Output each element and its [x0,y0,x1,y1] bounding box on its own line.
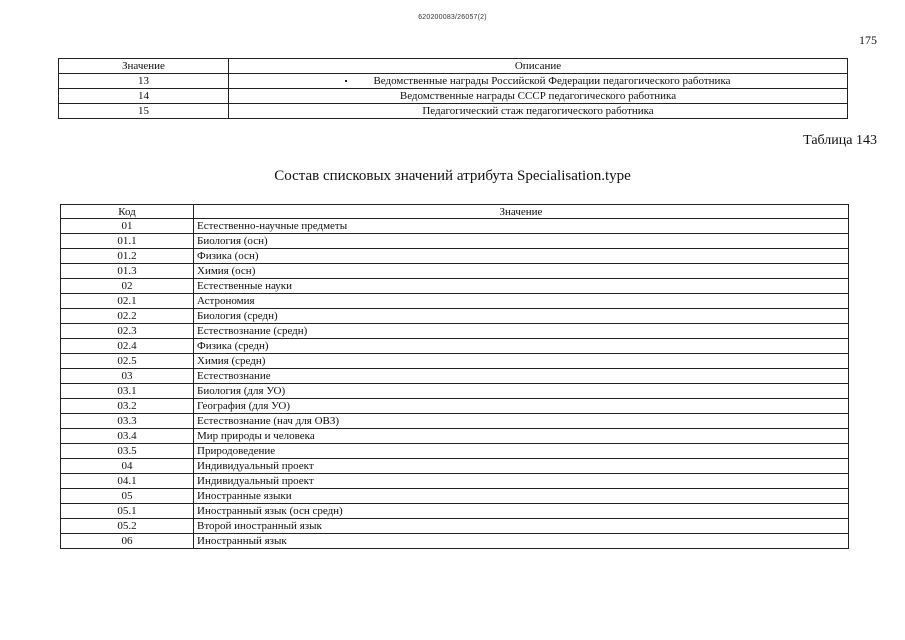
row-value: Биология (для УО) [194,384,849,399]
table-row [61,504,849,519]
row-code: 15 [59,104,229,119]
awards-table [58,58,848,119]
row-code: 03.4 [61,429,194,444]
row-value: Физика (средн) [194,339,849,354]
row-value: Естествознание [194,369,849,384]
table-row [61,249,849,264]
specialisation-table-body [61,219,849,549]
row-value: Естествознание (нач для ОВЗ) [194,414,849,429]
row-code: 02.4 [61,339,194,354]
row-code: 01.1 [61,234,194,249]
row-code: 13 [59,74,229,89]
row-value: Естественно-научные предметы [194,219,849,234]
row-value: Индивидуальный проект [194,459,849,474]
row-value: Биология (осн) [194,234,849,249]
row-value: Биология (средн) [194,309,849,324]
table-header-row [59,59,848,74]
row-value: Индивидуальный проект [194,474,849,489]
table-row [61,534,849,549]
stray-dot-mark [345,80,347,82]
table-row [61,474,849,489]
table-row [61,219,849,234]
table-row [61,309,849,324]
table-row [61,459,849,474]
row-code: 01 [61,219,194,234]
table-row [61,429,849,444]
row-code: 05.1 [61,504,194,519]
column-header-value: Значение [59,59,229,74]
row-value: Химия (осн) [194,264,849,279]
table-row [61,369,849,384]
row-code: 03.2 [61,399,194,414]
table-row [61,444,849,459]
row-code: 03.1 [61,384,194,399]
column-header-description: Описание [229,59,848,74]
row-code: 01.3 [61,264,194,279]
row-value: Второй иностранный язык [194,519,849,534]
row-value: География (для УО) [194,399,849,414]
document-id: 620200083/26057(2) [418,14,487,21]
row-value: Иностранный язык [194,534,849,549]
table-row [61,399,849,414]
row-value: Природоведение [194,444,849,459]
table-row [61,264,849,279]
row-value: Астрономия [194,294,849,309]
row-value: Иностранный язык (осн средн) [194,504,849,519]
table-row [61,294,849,309]
row-code: 02.1 [61,294,194,309]
table-row [59,74,848,89]
row-code: 04.1 [61,474,194,489]
row-description: Ведомственные награды СССР педагогического работника [229,89,848,104]
table-row [61,339,849,354]
row-code: 02.5 [61,354,194,369]
table-row [59,104,848,119]
column-header-value: Значение [194,205,849,219]
page-number: 175 [859,33,877,47]
table-row [61,519,849,534]
table-row [61,489,849,504]
row-code: 03.3 [61,414,194,429]
row-description-text: Ведомственные награды Российской Федерации педагогического работника [373,74,731,87]
row-description [229,74,848,89]
table-row [61,234,849,249]
table-row [61,414,849,429]
row-value: Иностранные языки [194,489,849,504]
row-code: 05.2 [61,519,194,534]
row-code: 02.3 [61,324,194,339]
row-code: 04 [61,459,194,474]
row-code: 02.2 [61,309,194,324]
row-code: 06 [61,534,194,549]
table-row [59,89,848,104]
row-code: 14 [59,89,229,104]
table-row [61,354,849,369]
specialisation-table [60,204,849,549]
table-row [61,279,849,294]
row-code: 02 [61,279,194,294]
row-value: Физика (осн) [194,249,849,264]
column-header-code: Код [61,205,194,219]
row-value: Мир природы и человека [194,429,849,444]
row-value: Химия (средн) [194,354,849,369]
table-number: Таблица 143 [803,133,877,148]
row-code: 05 [61,489,194,504]
row-description: Педагогический стаж педагогического работника [229,104,848,119]
table-header-row [61,205,849,219]
row-value: Естествознание (средн) [194,324,849,339]
row-code: 03.5 [61,444,194,459]
row-code: 03 [61,369,194,384]
row-value: Естественные науки [194,279,849,294]
table-row [61,384,849,399]
table-row [61,324,849,339]
table-title: Состав списковых значений атрибута Specialisation.type [274,168,631,184]
row-code: 01.2 [61,249,194,264]
